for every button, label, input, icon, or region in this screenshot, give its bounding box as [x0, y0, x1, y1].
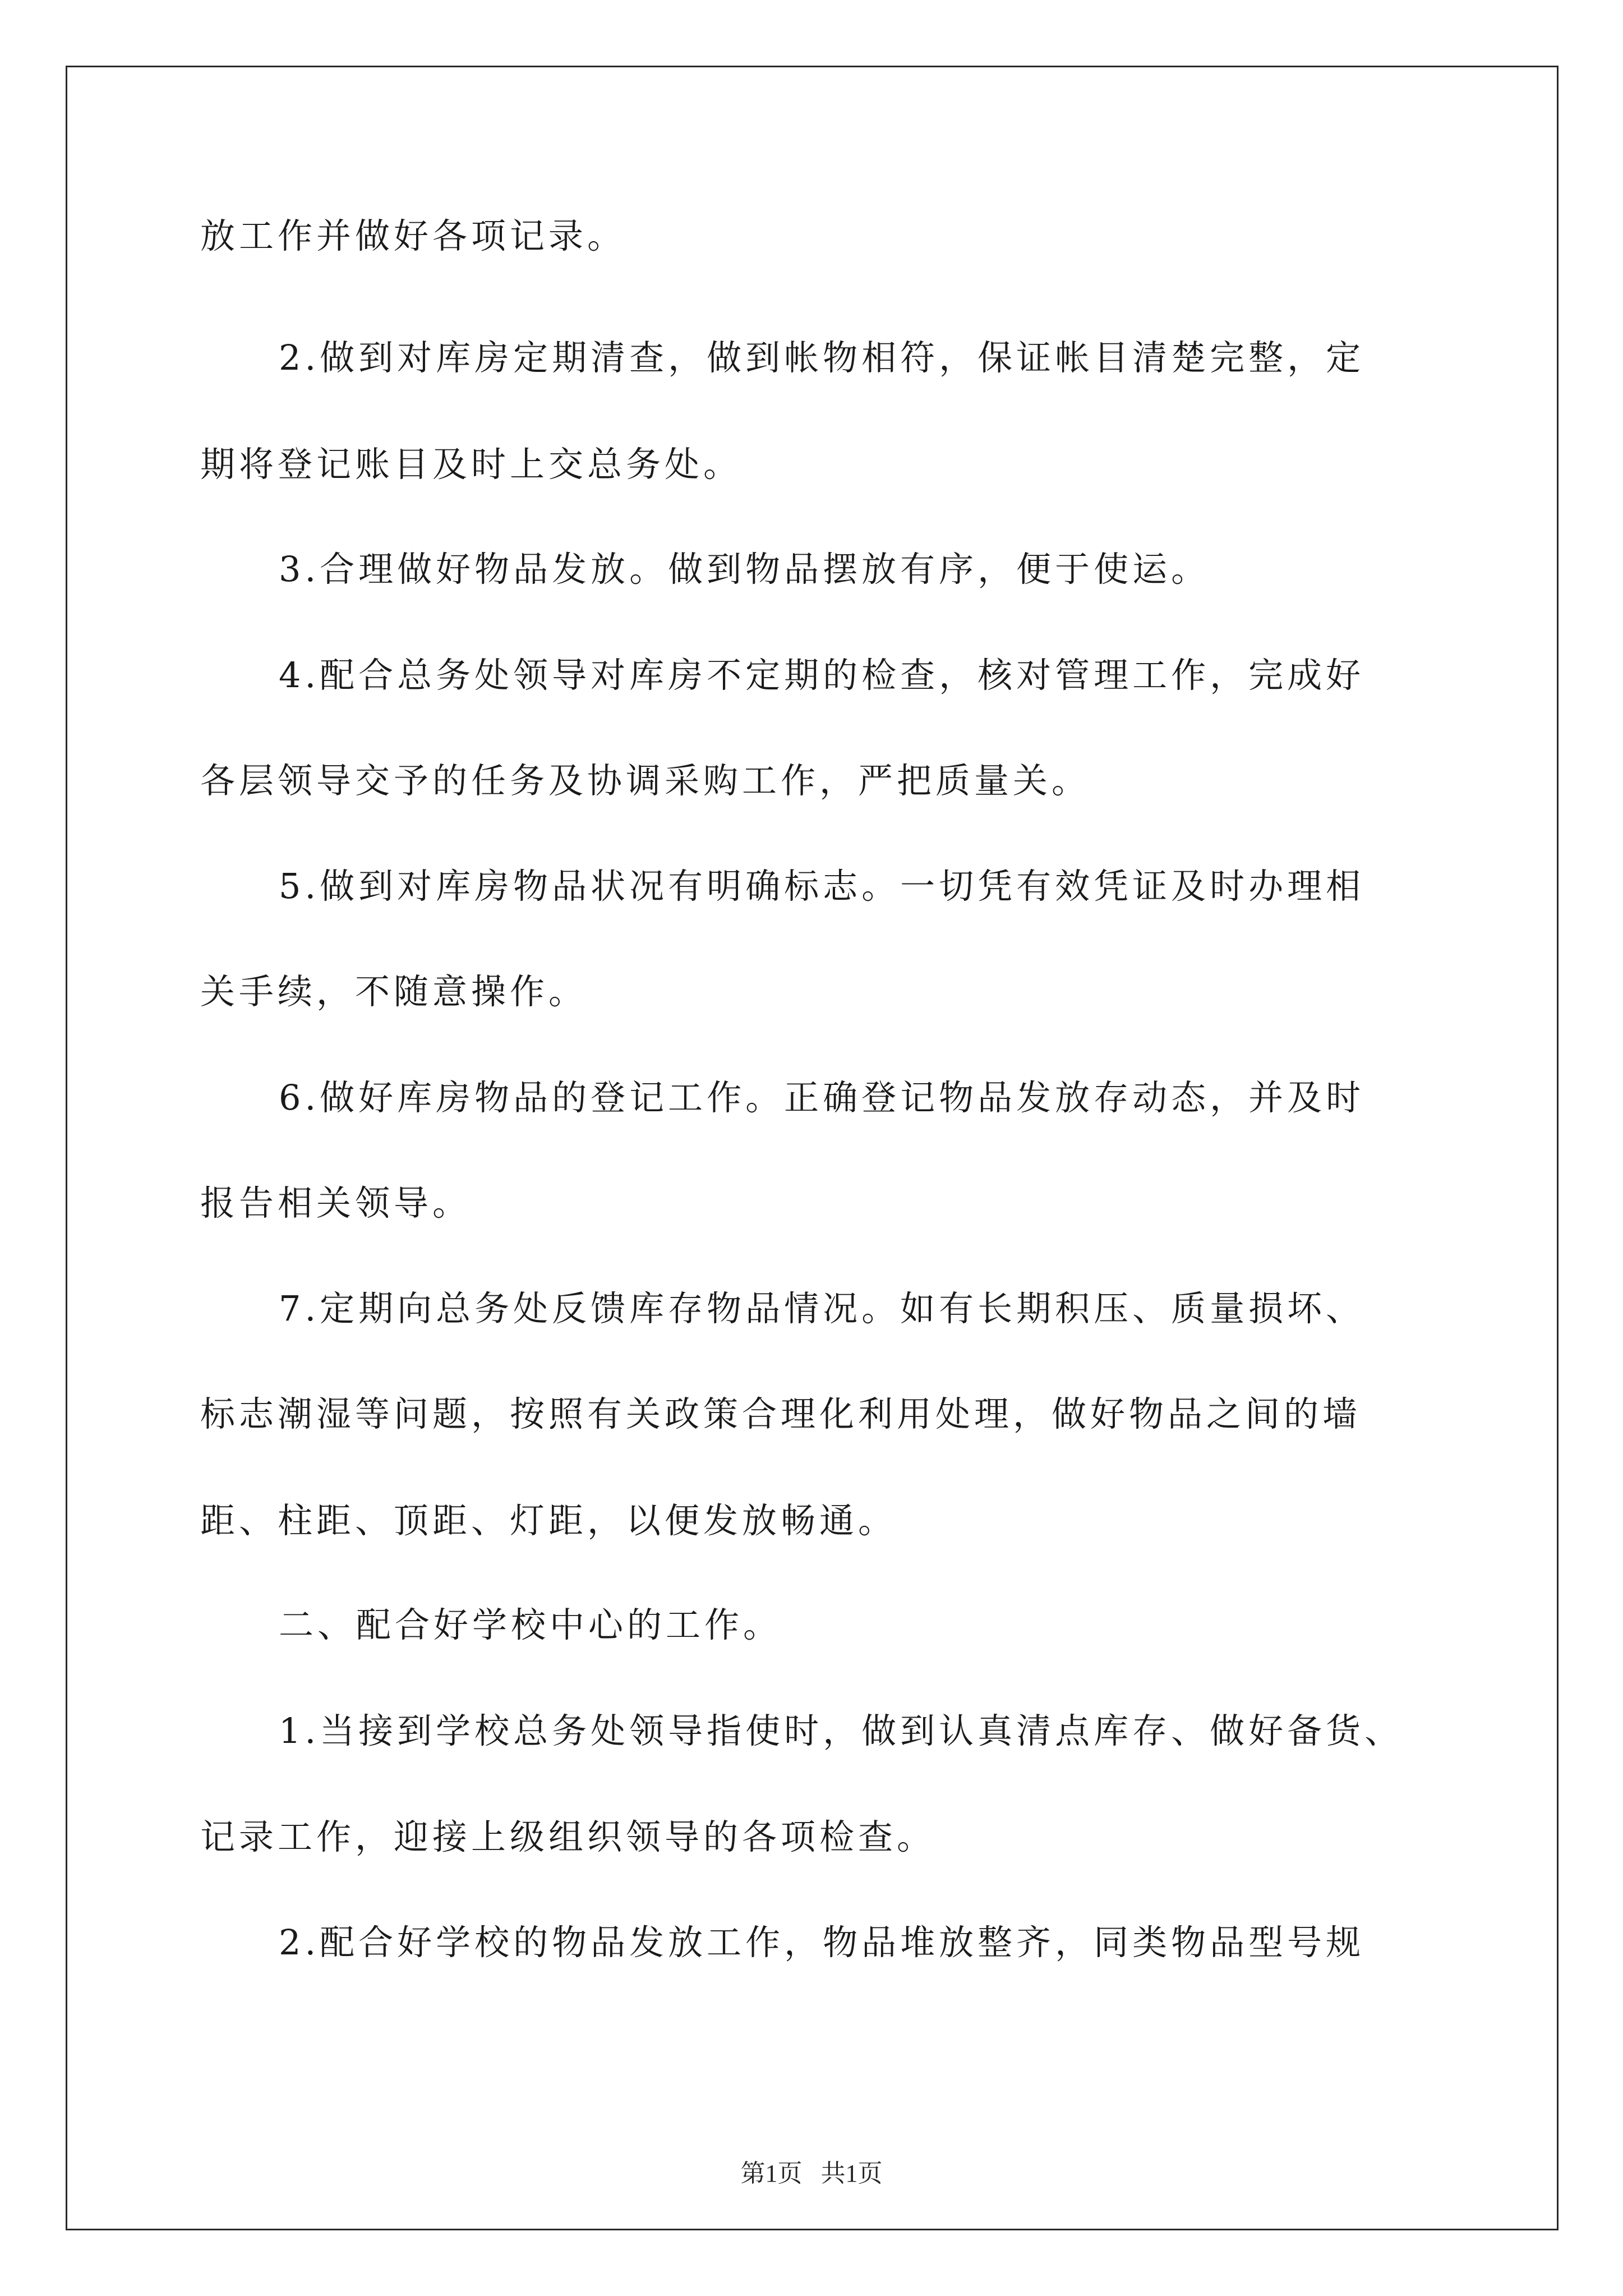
text-line-12: 标志潮湿等问题，按照有关政策合理化利用处理，做好物品之间的墙 — [200, 1393, 1362, 1434]
text-line-2: 2.做到对库房定期清查，做到帐物相符，保证帐目清楚完整，定 — [279, 337, 1365, 378]
text-line-13: 距、柱距、顶距、灯距，以便发放畅通。 — [200, 1500, 897, 1541]
text-line-16: 记录工作，迎接上级组织领导的各项检查。 — [200, 1816, 936, 1857]
text-line-4: 3.合理做好物品发放。做到物品摆放有序，便于使运。 — [279, 549, 1210, 590]
text-line-1: 放工作并做好各项记录。 — [200, 215, 626, 256]
text-line-7: 5.做到对库房物品状况有明确标志。一切凭有效凭证及时办理相 — [279, 866, 1365, 907]
text-line-3: 期将登记账目及时上交总务处。 — [200, 444, 743, 485]
page-number-footer: 第1页 共1页 — [740, 2160, 883, 2187]
text-line-14: 二、配合好学校中心的工作。 — [279, 1604, 782, 1645]
page-border — [66, 66, 1559, 2230]
text-line-10: 报告相关领导。 — [200, 1182, 472, 1223]
text-line-15: 1.当接到学校总务处领导指使时，做到认真清点库存、做好备货、 — [279, 1710, 1404, 1751]
text-line-8: 关手续，不随意操作。 — [200, 971, 588, 1012]
text-line-6: 各层领导交予的任务及协调采购工作，严把质量关。 — [200, 760, 1091, 801]
text-line-11: 7.定期向总务处反馈库存物品情况。如有长期积压、质量损坏、 — [279, 1288, 1365, 1329]
text-line-5: 4.配合总务处领导对库房不定期的检查，核对管理工作，完成好 — [279, 655, 1365, 696]
text-line-9: 6.做好库房物品的登记工作。正确登记物品发放存动态，并及时 — [279, 1077, 1365, 1118]
text-line-17: 2.配合好学校的物品发放工作，物品堆放整齐，同类物品型号规 — [279, 1922, 1365, 1963]
